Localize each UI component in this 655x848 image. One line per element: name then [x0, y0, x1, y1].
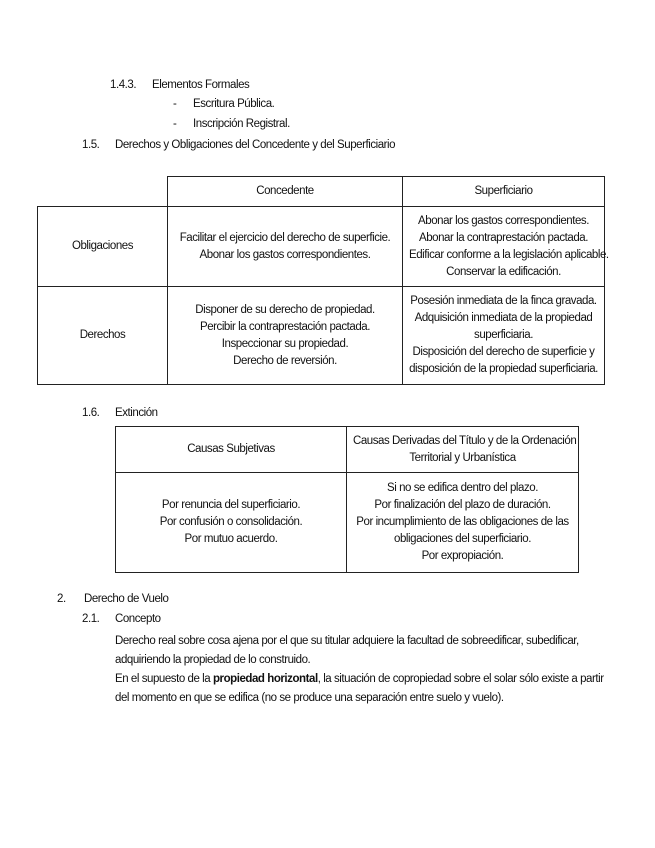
cell-line: Abonar la contraprestación pactada.	[418, 231, 588, 244]
cell-concedente-obligaciones	[168, 207, 403, 287]
paragraph-text: , la situación de copropiedad sobre el solar sólo existe a partir del momento en que se edifica (no se produce una separación entre suelo y vuelo).	[115, 673, 604, 704]
bullet-dash: -	[173, 118, 177, 130]
cell-line: Por finalización del plazo de duración.	[374, 499, 551, 511]
list-item	[173, 118, 290, 130]
concepto-paragraph-1: Derecho real sobre cosa ajena por el que su titular adquiere la facultad de sobreedificar, subedificar, adquiriendo la propiedad de lo construido.	[115, 635, 579, 666]
section-number: 2.	[57, 593, 66, 605]
heading-2	[57, 593, 168, 605]
cell-line: Conservar la edificación.	[446, 265, 561, 278]
row-label-obligaciones: Obligaciones	[38, 207, 168, 287]
list-item-text: Inscripción Registral.	[193, 118, 290, 130]
cell-line: Por confusión o consolidación.	[159, 516, 303, 528]
section-title: Extinción	[115, 407, 158, 419]
heading-1-6	[82, 407, 158, 419]
list-item-text: Escritura Pública.	[193, 98, 275, 110]
cell-line: disposición de la propiedad superficiaria.	[409, 363, 598, 375]
table-corner-empty	[38, 177, 168, 207]
section-number: 1.5.	[82, 139, 100, 151]
cell-line: Por expropiación.	[421, 550, 504, 562]
paragraph-text: En el supuesto de la	[115, 673, 213, 685]
cell-causas-derivadas	[347, 473, 579, 573]
cell-line: Por mutuo acuerdo.	[184, 533, 278, 545]
section-title: Concepto	[115, 613, 161, 625]
section-number: 2.1.	[82, 613, 100, 625]
cell-line: Abonar los gastos correspondientes.	[199, 248, 371, 261]
cell-superficiario-obligaciones	[403, 207, 609, 287]
section-title: Derecho de Vuelo	[84, 593, 169, 605]
bold-term: propiedad horizontal	[212, 673, 318, 685]
header-causas-derivadas	[347, 427, 579, 473]
cell-line: Edificar conforme a la legislación aplicable.	[409, 248, 609, 261]
cell-line: Facilitar el ejercicio del derecho de superficie.	[179, 231, 391, 244]
cell-line: Causas Derivadas del Título y de la Ordenación	[353, 434, 577, 447]
heading-2-1	[82, 613, 161, 625]
heading-1-5	[82, 139, 395, 151]
section-title: Elementos Formales	[152, 79, 250, 91]
concepto-paragraph-2	[115, 670, 615, 708]
cell-line: superficiaria.	[474, 329, 533, 341]
header-superficiario: Superficiario	[403, 177, 605, 207]
cell-superficiario-derechos	[403, 287, 605, 385]
cell-line: Percibir la contraprestación pactada.	[199, 320, 370, 333]
cell-line: Territorial y Urbanística	[409, 451, 516, 464]
cell-causas-subjetivas	[116, 473, 347, 573]
section-number: 1.4.3.	[110, 79, 137, 91]
row-label-derechos: Derechos	[38, 287, 168, 385]
header-concedente: Concedente	[168, 177, 403, 207]
extinction-table	[115, 426, 579, 573]
section-number: 1.6.	[82, 407, 100, 419]
list-item	[173, 98, 274, 110]
cell-line: Disposición del derecho de superficie y	[412, 346, 595, 358]
cell-line: Inspeccionar su propiedad.	[221, 337, 349, 350]
cell-line: Adquisición inmediata de la propiedad	[414, 312, 593, 324]
cell-line: Por incumplimiento de las obligaciones de las	[356, 516, 569, 528]
bullet-dash: -	[173, 98, 177, 110]
header-causas-subjetivas	[116, 427, 347, 473]
cell-line: Disponer de su derecho de propiedad.	[195, 303, 375, 316]
cell-line: Causas Subjetivas	[187, 443, 275, 455]
cell-line: Abonar los gastos correspondientes.	[418, 214, 589, 227]
cell-line: Si no se edifica dentro del plazo.	[387, 482, 538, 494]
cell-concedente-derechos	[168, 287, 403, 385]
cell-line: Por renuncia del superficiario.	[161, 499, 301, 511]
cell-line: Derecho de reversión.	[233, 354, 337, 367]
heading-1-4-3	[110, 79, 249, 91]
cell-line: Posesión inmediata de la finca gravada.	[410, 295, 597, 307]
cell-line: obligaciones del superficiario.	[394, 533, 531, 545]
rights-obligations-table	[37, 176, 609, 385]
section-title: Derechos y Obligaciones del Concedente y del Superficiario	[115, 139, 396, 151]
